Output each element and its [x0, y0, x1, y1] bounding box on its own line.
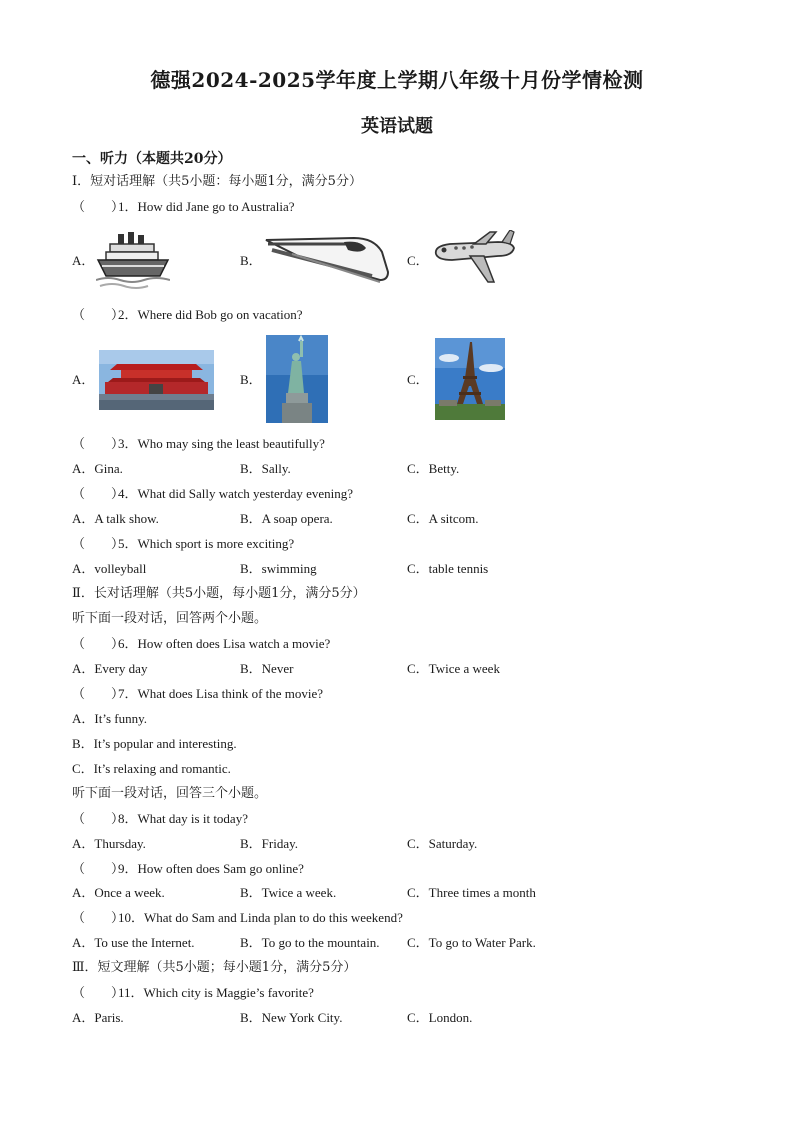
question-text: 2．Where did Bob go on vacation?: [118, 307, 303, 322]
ship-icon: [96, 230, 170, 290]
option-4b[interactable]: B．A soap opera.: [240, 511, 333, 526]
section-2-heading: Ⅱ．长对话理解（共5小题，每小题1分，满分5分）: [72, 586, 366, 601]
question-text: 6．How often does Lisa watch a movie?: [118, 636, 331, 651]
answer-blank[interactable]: （ ）: [72, 536, 125, 551]
question-text: 10．What do Sam and Linda plan to do this weekend?: [118, 910, 403, 925]
option-5c[interactable]: C．table tennis: [407, 561, 489, 576]
option-6a[interactable]: A．Every day: [72, 661, 148, 676]
part-listening-heading: 一、听力（本题共20分）: [72, 151, 232, 167]
train-icon: [262, 232, 392, 286]
dialog-2-intro: 听下面一段对话，回答三个小题。: [72, 786, 268, 801]
question-text: 8．What day is it today?: [118, 811, 248, 826]
answer-blank[interactable]: （ ）: [72, 436, 125, 451]
option-4c[interactable]: C．A sitcom.: [407, 511, 479, 526]
option-7b[interactable]: B．It’s popular and interesting.: [72, 736, 237, 751]
option-1a-label: A．: [72, 253, 95, 268]
option-2c-label: C．: [407, 372, 429, 387]
answer-blank[interactable]: （ ）: [72, 910, 125, 925]
option-3c[interactable]: C．Betty.: [407, 461, 460, 476]
question-text: 3．Who may sing the least beautifully?: [118, 436, 325, 451]
question-9: [72, 860, 304, 878]
option-6b[interactable]: B．Never: [240, 661, 294, 676]
tiananmen-photo: [99, 350, 214, 410]
answer-blank[interactable]: （ ）: [72, 985, 125, 1000]
question-7: [72, 685, 323, 703]
answer-blank[interactable]: （ ）: [72, 636, 125, 651]
question-1: [72, 198, 295, 216]
section-1-heading: Ⅰ．短对话理解（共5小题：每小题1分，满分5分）: [72, 174, 362, 189]
question-8: [72, 810, 248, 828]
option-11c[interactable]: C．London.: [407, 1010, 473, 1025]
option-10b[interactable]: B．To go to the mountain.: [240, 935, 380, 950]
statue-of-liberty-photo: [266, 335, 328, 423]
option-3a[interactable]: A．Gina.: [72, 461, 123, 476]
option-10a[interactable]: A．To use the Internet.: [72, 935, 195, 950]
option-4a[interactable]: A．A talk show.: [72, 511, 159, 526]
option-5b[interactable]: B．swimming: [240, 561, 317, 576]
option-9c[interactable]: C．Three times a month: [407, 885, 536, 900]
option-1b-label: B．: [240, 253, 262, 268]
dialog-1-intro: 听下面一段对话，回答两个小题。: [72, 611, 268, 626]
question-5: [72, 535, 294, 553]
answer-blank[interactable]: （ ）: [72, 811, 125, 826]
section-3-heading: Ⅲ．短文理解（共5小题；每小题1分，满分5分）: [72, 960, 357, 975]
answer-blank[interactable]: （ ）: [72, 686, 125, 701]
eiffel-tower-photo: [435, 338, 505, 420]
question-text: 11．Which city is Maggie’s favorite?: [118, 985, 314, 1000]
subject-title: 英语试题: [361, 116, 433, 137]
question-text: 5．Which sport is more exciting?: [118, 536, 295, 551]
option-11a[interactable]: A．Paris.: [72, 1010, 124, 1025]
question-11: [72, 984, 314, 1002]
question-text: 1．How did Jane go to Australia?: [118, 199, 295, 214]
answer-blank[interactable]: （ ）: [72, 486, 125, 501]
option-5a[interactable]: A．volleyball: [72, 561, 147, 576]
question-4: [72, 485, 353, 503]
question-6: [72, 635, 330, 653]
question-2: [72, 306, 302, 324]
answer-blank[interactable]: （ ）: [72, 307, 125, 322]
answer-blank[interactable]: （ ）: [72, 861, 125, 876]
question-10: [72, 909, 403, 927]
option-10c[interactable]: C．To go to Water Park.: [407, 935, 536, 950]
option-9a[interactable]: A．Once a week.: [72, 885, 165, 900]
option-6c[interactable]: C．Twice a week: [407, 661, 500, 676]
option-7a[interactable]: A．It’s funny.: [72, 711, 147, 726]
option-8c[interactable]: C．Saturday.: [407, 836, 478, 851]
option-8a[interactable]: A．Thursday.: [72, 836, 146, 851]
option-11b[interactable]: B．New York City.: [240, 1010, 343, 1025]
option-2a-label: A．: [72, 372, 95, 387]
answer-blank[interactable]: （ ）: [72, 199, 125, 214]
option-8b[interactable]: B．Friday.: [240, 836, 299, 851]
page-title: 德强2024-2025学年度上学期八年级十月份学情检测: [150, 68, 644, 92]
option-2b-label: B．: [240, 372, 262, 387]
airplane-icon: [430, 230, 516, 288]
option-7c[interactable]: C．It’s relaxing and romantic.: [72, 761, 231, 776]
option-3b[interactable]: B．Sally.: [240, 461, 291, 476]
question-text: 4．What did Sally watch yesterday evening?: [118, 486, 354, 501]
question-3: [72, 435, 325, 453]
question-text: 7．What does Lisa think of the movie?: [118, 686, 324, 701]
option-9b[interactable]: B．Twice a week.: [240, 885, 337, 900]
option-1c-label: C．: [407, 253, 429, 268]
question-text: 9．How often does Sam go online?: [118, 861, 304, 876]
